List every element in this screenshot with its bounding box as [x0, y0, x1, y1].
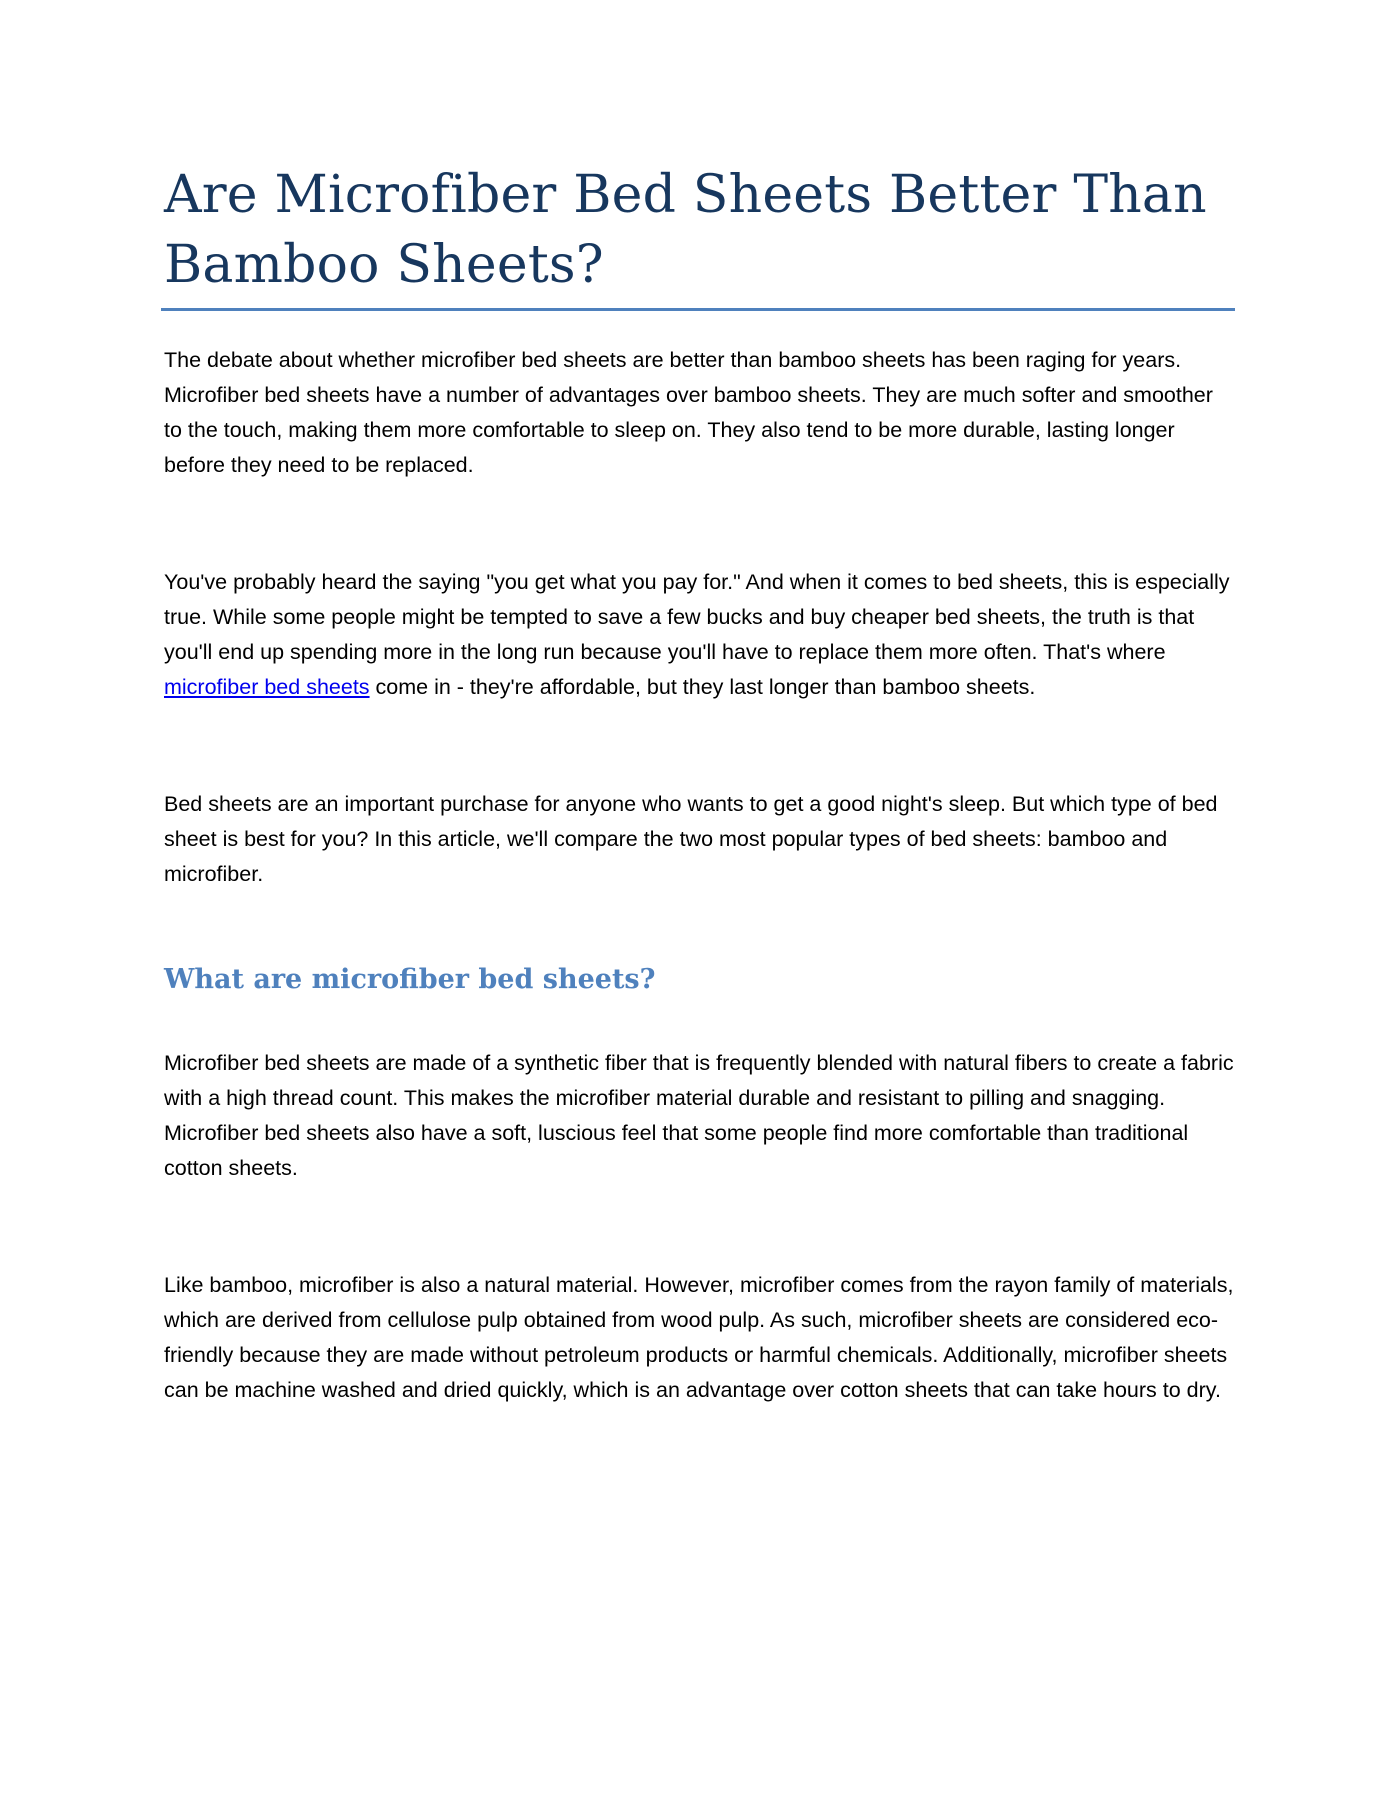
microfiber-material-paragraph: Like bamboo, microfiber is also a natural material. However, microfiber comes from the rayon family of materials, which are derived from cellulose pulp obtained from wood pulp. As such, microfiber sheets are considered eco-friendly because they are made without petroleum products or harmful chemicals. Additionally, microfiber sheets can be machine washed and dried quickly, which is an advantage over cotton sheets that can take hours to dry.: [164, 1273, 1234, 1402]
paragraph-spacer: [164, 892, 1236, 960]
paragraph-spacer: [164, 483, 1236, 565]
value-paragraph-text-end: come in - they're affordable, but they last longer than bamboo sheets.: [369, 675, 1036, 699]
title-underline-rule: [161, 308, 1235, 311]
value-paragraph-text-start: You've probably heard the saying "you get what you pay for." And when it comes to bed sheets, this is especially true. While some people might be tempted to save a few bucks and buy cheaper bed sheets, the truth is that you'll end up spending more in the long run because you'll have to replace them more often. That's where: [164, 570, 1230, 664]
paragraph-spacer: [164, 1186, 1236, 1268]
microfiber-definition-paragraph: Microfiber bed sheets are made of a synthetic fiber that is frequently blended with natural fibers to create a fabric with a high thread count. This makes the microfiber material durable and resistant to pilling and snagging. Microfiber bed sheets also have a soft, luscious feel that some people find more comfortable than traditional cotton sheets.: [164, 1051, 1234, 1180]
paragraph-spacer: [164, 1000, 1236, 1046]
intro-paragraph: The debate about whether microfiber bed sheets are better than bamboo sheets has been raging for years. Microfiber bed sheets have a number of advantages over bamboo sheets. They are much softer and smoother to the touch, making them more comfortable to sleep on. They also tend to be more durable, lasting longer before they need to be replaced.: [164, 348, 1213, 477]
paragraph-spacer: [164, 705, 1236, 787]
document-content: [164, 160, 1236, 1408]
document-title: Are Microfiber Bed Sheets Better Than Bamboo Sheets?: [164, 165, 1207, 295]
microfiber-bed-sheets-link[interactable]: microfiber bed sheets: [164, 675, 370, 699]
section-heading-microfiber: What are microfiber bed sheets?: [164, 964, 656, 995]
value-paragraph: [164, 565, 1236, 705]
comparison-intro-paragraph: Bed sheets are an important purchase for anyone who wants to get a good night's sleep. But which type of bed sheet is best for you? In this article, we'll compare the two most popular types of bed sheets: bamboo and microfiber.: [164, 792, 1218, 886]
